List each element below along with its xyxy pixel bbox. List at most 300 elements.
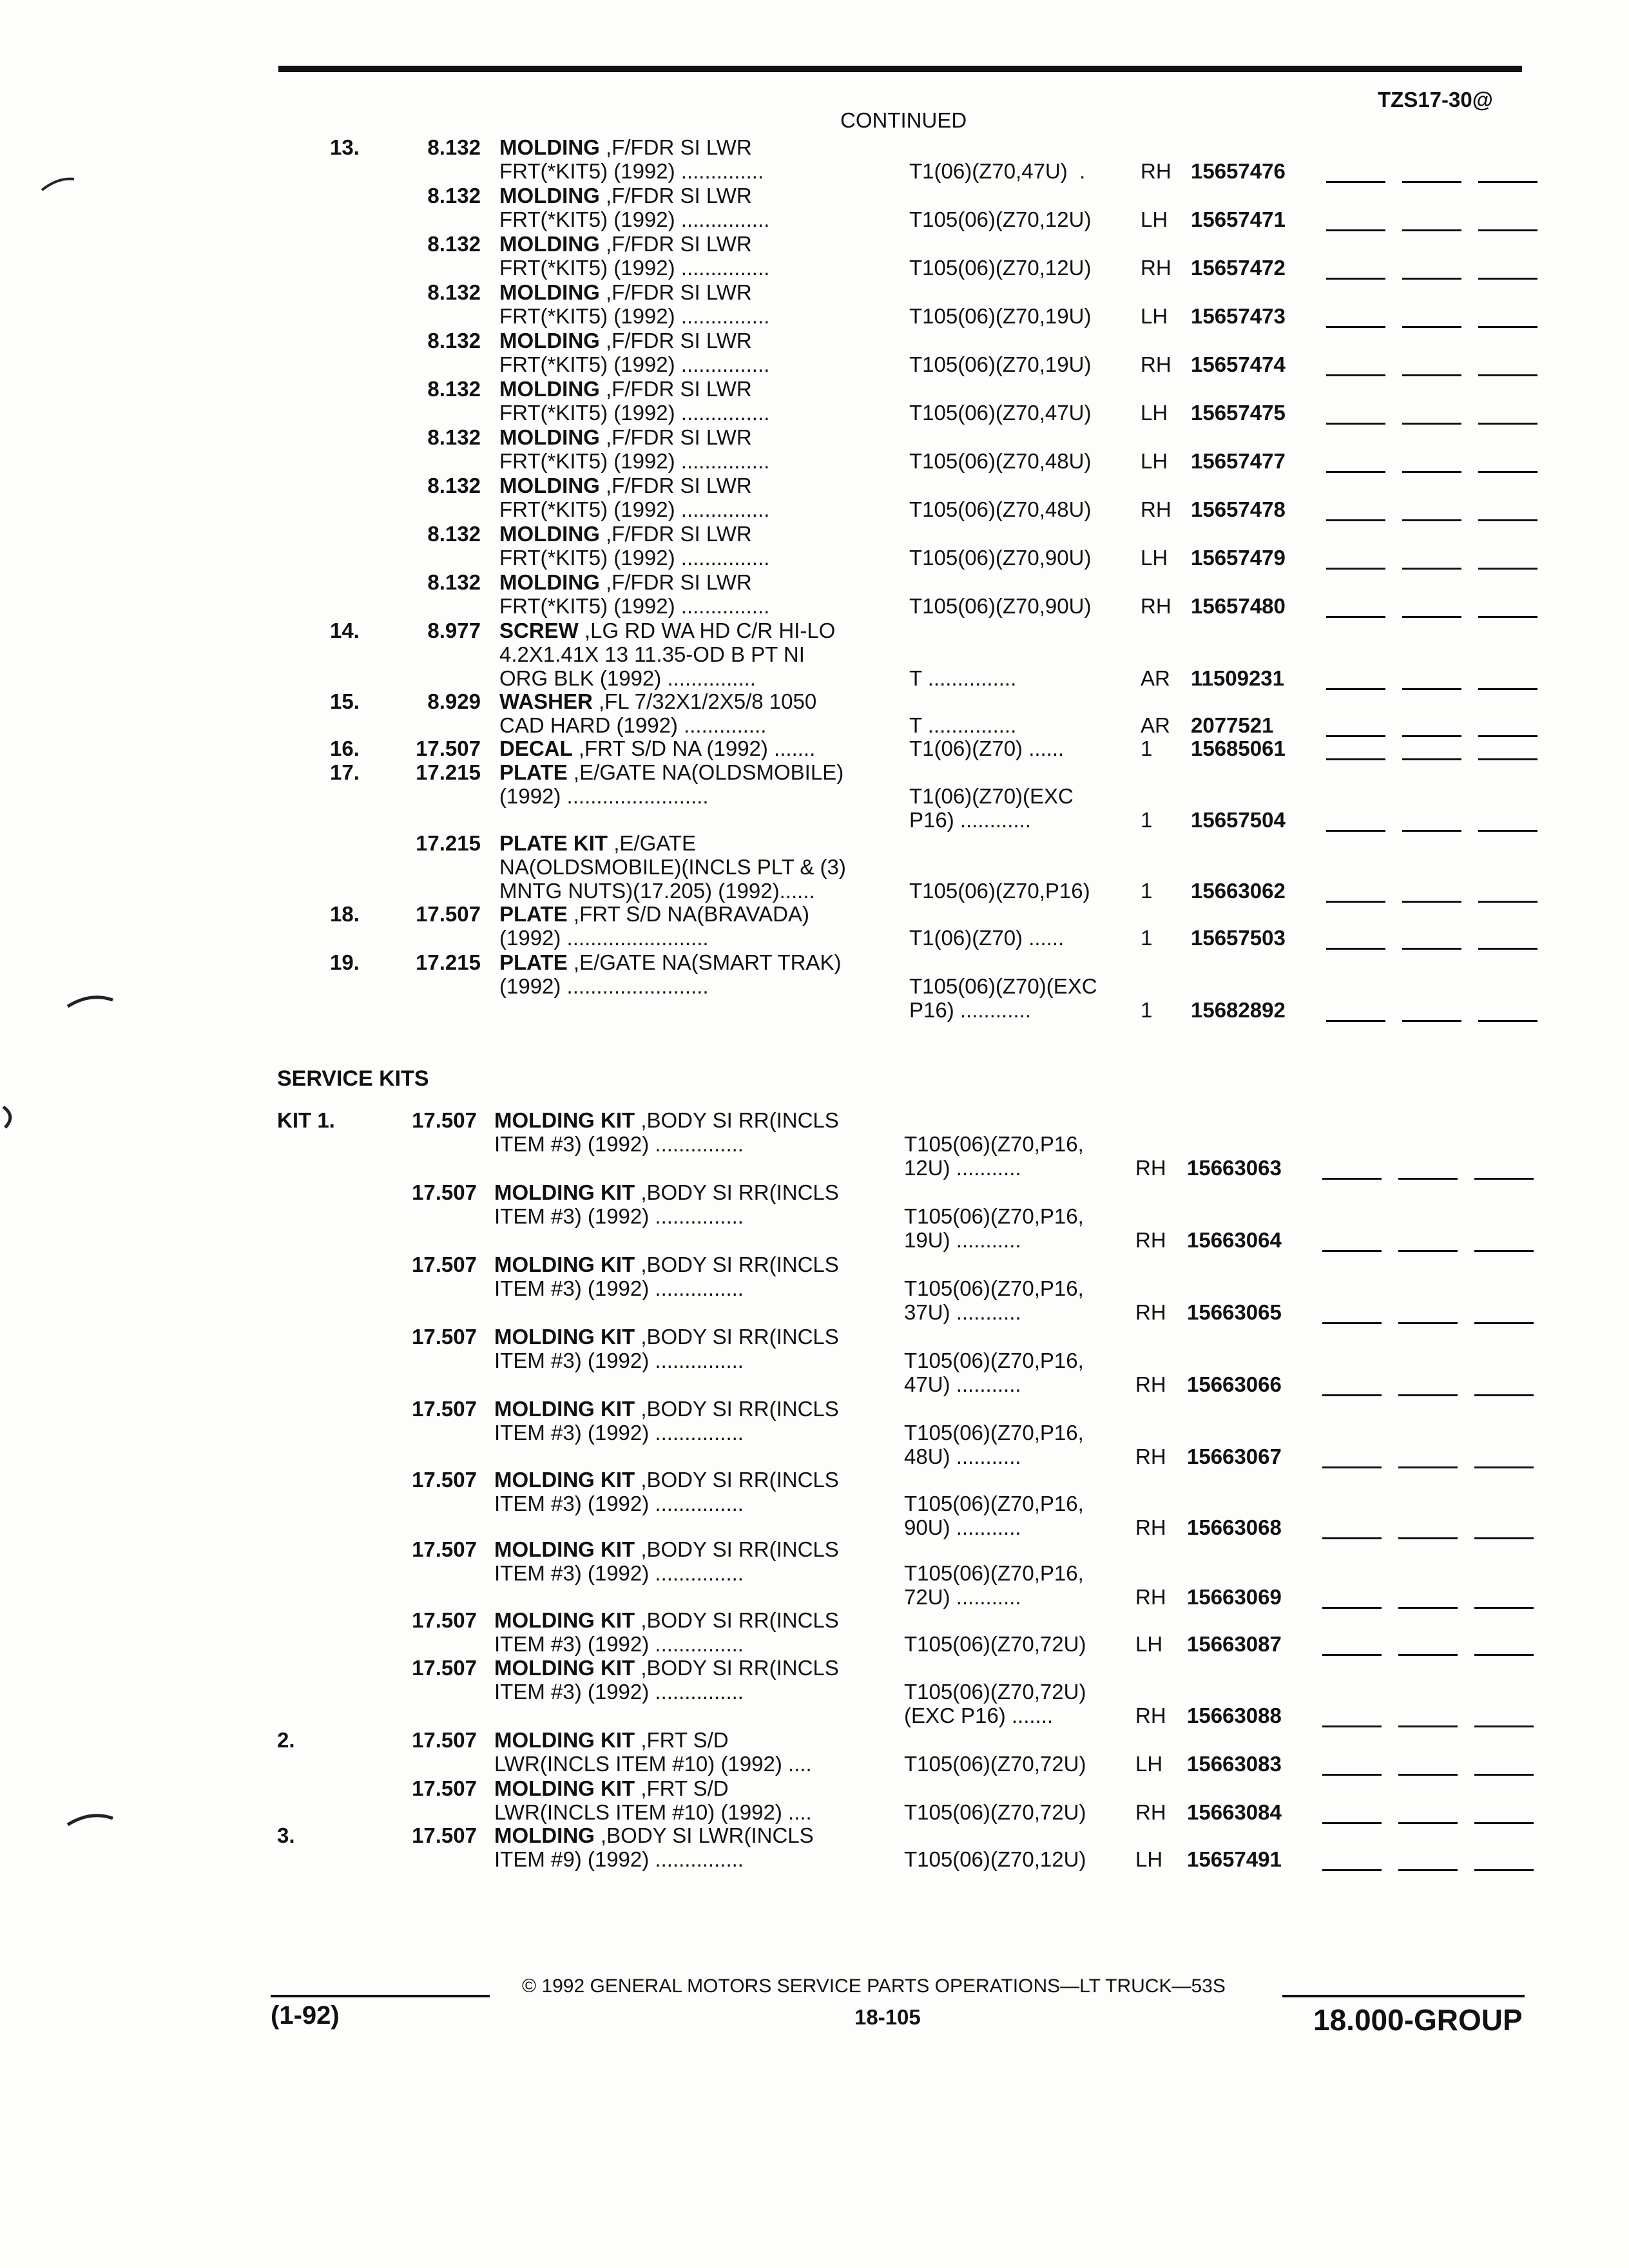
quantity: RH — [1135, 1156, 1166, 1180]
blank-line — [1398, 1537, 1458, 1539]
blank-line — [1322, 1394, 1382, 1396]
part-description-1: ,F/FDR SI LWR — [599, 570, 752, 594]
part-description-1: ,E/GATE NA(OLDSMOBILE) — [567, 760, 844, 784]
ref-number: 17.507 — [412, 1823, 477, 1847]
part-number: 15657471 — [1191, 207, 1286, 231]
blank-line — [1322, 1822, 1382, 1824]
continued-label: CONTINUED — [840, 108, 967, 132]
part-description — [494, 1776, 729, 1801]
part-description-1: ,F/FDR SI LWR — [599, 425, 752, 449]
blank-line — [1478, 1020, 1537, 1022]
blank-line — [1402, 374, 1461, 376]
part-name: MOLDING KIT — [494, 1608, 635, 1632]
part-description-2: LWR(INCLS ITEM #10) (1992) .... — [494, 1800, 812, 1824]
blank-line — [1478, 326, 1537, 328]
model-code: T105(06)(Z70,12U) — [909, 207, 1092, 231]
part-description-1: ,BODY SI RR(INCLS — [635, 1608, 839, 1632]
part-name: MOLDING KIT — [494, 1180, 635, 1204]
part-description — [499, 474, 752, 498]
ref-number: 8.132 — [427, 280, 481, 304]
blank-line — [1402, 616, 1461, 618]
part-number: 15657480 — [1191, 594, 1286, 618]
part-description-2: ITEM #3) (1992) ............... — [494, 1561, 744, 1585]
part-description-2: FRT(*KIT5) (1992) ............... — [499, 207, 770, 231]
part-description-2: ITEM #3) (1992) ............... — [494, 1276, 744, 1300]
ref-number: 17.507 — [412, 1608, 477, 1632]
quantity: RH — [1141, 497, 1171, 521]
model-code: T105(06)(Z70,48U) — [909, 497, 1092, 521]
blank-line — [1402, 830, 1461, 832]
part-name: MOLDING — [499, 232, 600, 256]
part-number: 15663066 — [1187, 1372, 1282, 1396]
blank-line — [1474, 1869, 1534, 1871]
part-description — [499, 329, 752, 353]
item-number: KIT 1. — [277, 1108, 335, 1132]
scan-mark — [39, 174, 77, 193]
ref-number: 8.132 — [427, 377, 481, 401]
quantity: RH — [1141, 594, 1171, 618]
blank-line — [1478, 688, 1537, 690]
part-description-2: ITEM #3) (1992) ............... — [494, 1204, 744, 1228]
blank-line — [1478, 616, 1537, 618]
blank-line — [1322, 1466, 1382, 1468]
blank-line — [1402, 1020, 1461, 1022]
part-name: MOLDING — [499, 329, 600, 352]
part-description-2: FRT(*KIT5) (1992) ............... — [499, 497, 770, 521]
quantity: AR — [1141, 666, 1170, 690]
part-number: 15663068 — [1187, 1515, 1282, 1539]
blank-line — [1326, 948, 1385, 950]
blank-line — [1474, 1537, 1534, 1539]
model-code: T105(06)(Z70,72U) — [904, 1800, 1086, 1824]
part-number: 15663084 — [1187, 1800, 1282, 1824]
part-description-1: ,BODY SI RR(INCLS — [635, 1180, 839, 1204]
quantity: RH — [1135, 1228, 1166, 1252]
part-name: MOLDING — [499, 522, 600, 546]
model-code: T ............... — [909, 713, 1017, 737]
item-number: 18. — [330, 902, 360, 926]
blank-line — [1402, 519, 1461, 521]
part-number: 15663062 — [1191, 879, 1286, 903]
part-number: 15657504 — [1191, 808, 1286, 832]
part-description — [494, 1823, 814, 1848]
ref-number: 17.507 — [412, 1537, 477, 1561]
blank-line — [1402, 326, 1461, 328]
blank-line — [1402, 901, 1461, 903]
part-description-2: FRT(*KIT5) (1992) ............... — [499, 401, 770, 425]
blank-line — [1322, 1250, 1382, 1252]
part-description-2: FRT(*KIT5) (1992) ............... — [499, 304, 770, 328]
model-code-2: 72U) ........... — [904, 1585, 1021, 1609]
part-description-2: CAD HARD (1992) .............. — [499, 713, 767, 737]
model-code: T1(06)(Z70) ...... — [909, 926, 1065, 950]
part-description-2: LWR(INCLS ITEM #10) (1992) .... — [494, 1752, 812, 1776]
part-description-2: ITEM #3) (1992) ............... — [494, 1349, 744, 1372]
quantity: AR — [1141, 713, 1170, 737]
part-name: MOLDING KIT — [494, 1397, 635, 1421]
part-number: 15657475 — [1191, 401, 1286, 425]
part-description — [499, 619, 835, 643]
blank-line — [1478, 519, 1537, 521]
item-number: 17. — [330, 760, 360, 784]
part-name: MOLDING — [499, 280, 600, 304]
part-description — [494, 1180, 839, 1205]
model-code-2: P16) ............ — [909, 998, 1031, 1022]
ref-number: 17.507 — [412, 1397, 477, 1421]
blank-line — [1474, 1178, 1534, 1180]
part-description — [494, 1608, 839, 1633]
ref-number: 17.507 — [416, 736, 481, 760]
quantity: RH — [1141, 256, 1171, 280]
blank-line — [1326, 423, 1385, 425]
part-name: MOLDING — [499, 570, 600, 594]
model-code: T105(06)(Z70,72U) — [904, 1680, 1086, 1704]
blank-line — [1402, 229, 1461, 231]
blank-line — [1478, 229, 1537, 231]
blank-line — [1478, 423, 1537, 425]
part-description-1: ,BODY SI RR(INCLS — [635, 1537, 839, 1561]
blank-line — [1402, 278, 1461, 280]
model-code: T105(06)(Z70,72U) — [904, 1752, 1086, 1776]
ref-number: 8.977 — [427, 619, 481, 642]
part-description — [494, 1468, 839, 1492]
ref-number: 8.132 — [427, 570, 481, 594]
blank-line — [1398, 1654, 1458, 1656]
ref-number: 8.132 — [427, 232, 481, 256]
model-code: T105(06)(Z70,P16, — [904, 1421, 1084, 1445]
quantity: LH — [1141, 401, 1168, 425]
quantity: RH — [1135, 1300, 1166, 1324]
part-description — [494, 1325, 839, 1349]
ref-number: 17.507 — [412, 1253, 477, 1276]
ref-number: 17.507 — [412, 1728, 477, 1752]
model-code: T105(06)(Z70,90U) — [909, 594, 1092, 618]
part-number: 11509231 — [1191, 666, 1285, 690]
blank-line — [1326, 616, 1385, 618]
part-number: 15657473 — [1191, 304, 1286, 328]
quantity: RH — [1135, 1372, 1166, 1396]
blank-line — [1474, 1466, 1534, 1468]
blank-line — [1398, 1322, 1458, 1324]
blank-line — [1398, 1869, 1458, 1871]
blank-line — [1322, 1178, 1382, 1180]
quantity: RH — [1135, 1515, 1166, 1539]
part-number: 15657477 — [1191, 449, 1286, 473]
part-name: MOLDING KIT — [494, 1537, 635, 1561]
blank-line — [1474, 1725, 1534, 1727]
ref-number: 17.215 — [416, 760, 481, 784]
part-description-1: ,BODY SI RR(INCLS — [635, 1108, 839, 1132]
quantity: LH — [1141, 449, 1168, 473]
part-name: MOLDING — [499, 184, 600, 207]
part-description — [499, 135, 752, 160]
quantity: LH — [1135, 1632, 1163, 1656]
model-code-2: (EXC P16) ....... — [904, 1704, 1054, 1727]
part-number: 15657503 — [1191, 926, 1286, 950]
part-description-2: FRT(*KIT5) (1992) ............... — [499, 352, 770, 376]
blank-line — [1398, 1394, 1458, 1396]
part-description-2: (1992) ........................ — [499, 926, 709, 950]
part-number: 15657472 — [1191, 256, 1286, 280]
part-number: 15663069 — [1187, 1585, 1282, 1609]
page-code: TZS17-30@ — [1378, 88, 1493, 111]
blank-line — [1326, 278, 1385, 280]
ref-number: 8.132 — [427, 135, 481, 159]
model-code: T105(06)(Z70,19U) — [909, 304, 1092, 328]
ref-number: 17.507 — [412, 1180, 477, 1204]
model-code-2: 37U) ........... — [904, 1300, 1021, 1324]
part-description-1: ,F/FDR SI LWR — [599, 135, 752, 159]
blank-line — [1474, 1250, 1534, 1252]
part-description-1: ,BODY SI LWR(INCLS — [594, 1823, 814, 1847]
model-code-2: 48U) ........... — [904, 1445, 1021, 1468]
ref-number: 17.507 — [412, 1468, 477, 1492]
part-number: 15657478 — [1191, 497, 1286, 521]
part-description-2: FRT(*KIT5) (1992) ............... — [499, 546, 770, 570]
part-description — [499, 689, 816, 714]
blank-line — [1478, 471, 1537, 473]
part-description — [499, 950, 842, 975]
part-description-1: ,E/GATE — [608, 831, 696, 855]
part-number: 15663083 — [1187, 1752, 1282, 1776]
blank-line — [1402, 471, 1461, 473]
ref-number: 8.929 — [427, 689, 481, 713]
part-name: MOLDING — [499, 425, 600, 449]
ref-number: 17.507 — [412, 1776, 477, 1800]
blank-line — [1326, 735, 1385, 737]
part-description-2: FRT(*KIT5) (1992) ............... — [499, 449, 770, 473]
part-name: PLATE — [499, 950, 568, 974]
blank-line — [1326, 568, 1385, 570]
part-description-2: NA(OLDSMOBILE)(INCLS PLT & (3) — [499, 855, 846, 879]
blank-line — [1474, 1607, 1534, 1609]
item-number: 13. — [330, 135, 360, 159]
part-description — [494, 1397, 839, 1421]
quantity: LH — [1141, 546, 1168, 570]
part-description — [499, 902, 809, 927]
part-description-1: ,BODY SI RR(INCLS — [635, 1397, 839, 1421]
top-rule — [278, 66, 1522, 72]
quantity: RH — [1135, 1585, 1166, 1609]
blank-line — [1478, 948, 1537, 950]
part-description-2: ITEM #9) (1992) ............... — [494, 1847, 744, 1871]
blank-line — [1402, 948, 1461, 950]
model-code: T105(06)(Z70,P16, — [904, 1132, 1084, 1156]
part-description — [499, 232, 752, 256]
part-description — [494, 1537, 839, 1562]
scan-mark — [64, 992, 116, 1012]
blank-line — [1326, 688, 1385, 690]
part-description — [499, 736, 815, 761]
part-description-2: FRT(*KIT5) (1992) ............... — [499, 594, 770, 618]
part-description-1: ,BODY SI RR(INCLS — [635, 1325, 839, 1349]
blank-line — [1326, 758, 1385, 760]
blank-line — [1322, 1725, 1382, 1727]
part-number: 15682892 — [1191, 998, 1286, 1022]
part-name: PLATE — [499, 760, 568, 784]
blank-line — [1326, 471, 1385, 473]
part-number: 15663065 — [1187, 1300, 1282, 1324]
blank-line — [1478, 181, 1537, 183]
model-code: T1(06)(Z70)(EXC — [909, 784, 1074, 808]
quantity: RH — [1135, 1800, 1166, 1824]
part-name: MOLDING KIT — [494, 1108, 635, 1132]
part-name: SCREW — [499, 619, 579, 642]
footer-rule-left — [271, 1995, 490, 1997]
model-code-2: 12U) ........... — [904, 1156, 1021, 1180]
blank-line — [1322, 1654, 1382, 1656]
blank-line — [1398, 1607, 1458, 1609]
part-description — [499, 831, 696, 856]
blank-line — [1322, 1607, 1382, 1609]
quantity: RH — [1135, 1445, 1166, 1468]
part-number: 15663088 — [1187, 1704, 1282, 1727]
blank-line — [1326, 1020, 1385, 1022]
part-description-2: (1992) ........................ — [499, 784, 709, 808]
blank-line — [1326, 374, 1385, 376]
part-number: 15657474 — [1191, 352, 1286, 376]
part-number: 15663087 — [1187, 1632, 1282, 1656]
part-description-1: ,F/FDR SI LWR — [599, 184, 752, 207]
part-description-1: ,F/FDR SI LWR — [599, 474, 752, 497]
part-name: MOLDING KIT — [494, 1468, 635, 1492]
part-description-2: FRT(*KIT5) (1992) .............. — [499, 159, 764, 183]
blank-line — [1398, 1725, 1458, 1727]
ref-number: 17.507 — [416, 902, 481, 926]
part-description-1: ,FRT S/D — [635, 1728, 729, 1752]
ref-number: 17.507 — [412, 1325, 477, 1349]
part-description-1: ,F/FDR SI LWR — [599, 280, 752, 304]
quantity: RH — [1141, 159, 1171, 183]
part-description — [499, 377, 752, 401]
part-description — [499, 522, 752, 546]
blank-line — [1478, 374, 1537, 376]
part-description — [499, 184, 752, 208]
part-description-1: ,FRT S/D — [635, 1776, 729, 1800]
ref-number: 17.215 — [416, 831, 481, 855]
part-number: 15657479 — [1191, 546, 1286, 570]
part-number: 15657476 — [1191, 159, 1286, 183]
ref-number: 17.215 — [416, 950, 481, 974]
model-code: T105(06)(Z70,19U) — [909, 352, 1092, 376]
part-name: MOLDING — [494, 1823, 595, 1847]
quantity: 1 — [1141, 926, 1153, 950]
model-code: T105(06)(Z70,P16, — [904, 1349, 1084, 1372]
model-code-2: P16) ............ — [909, 808, 1031, 832]
scan-mark — [64, 1811, 116, 1830]
model-code: T105(06)(Z70,P16) — [909, 879, 1090, 903]
model-code-2: 90U) ........... — [904, 1515, 1021, 1539]
ref-number: 8.132 — [427, 329, 481, 352]
part-name: MOLDING KIT — [494, 1325, 635, 1349]
model-code: T105(06)(Z70,12U) — [909, 256, 1092, 280]
blank-line — [1402, 735, 1461, 737]
part-description-1: ,E/GATE NA(SMART TRAK) — [567, 950, 842, 974]
part-name: MOLDING KIT — [494, 1776, 635, 1800]
blank-line — [1398, 1466, 1458, 1468]
part-name: MOLDING — [499, 377, 600, 401]
part-description — [499, 280, 752, 305]
model-code: T ............... — [909, 666, 1017, 690]
part-number: 15657491 — [1187, 1847, 1282, 1871]
blank-line — [1474, 1394, 1534, 1396]
part-description-1: ,F/FDR SI LWR — [599, 232, 752, 256]
model-code: T105(06)(Z70,P16, — [904, 1492, 1084, 1515]
part-number: 15663063 — [1187, 1156, 1282, 1180]
model-code: T105(06)(Z70)(EXC — [909, 974, 1097, 998]
part-name: WASHER — [499, 689, 593, 713]
part-description-1: ,BODY SI RR(INCLS — [635, 1656, 839, 1680]
part-name: MOLDING KIT — [494, 1253, 635, 1276]
model-code-2: 47U) ........... — [904, 1372, 1021, 1396]
blank-line — [1402, 688, 1461, 690]
footer-page-number: 18-105 — [854, 2005, 921, 2029]
ref-number: 17.507 — [412, 1656, 477, 1680]
part-name: PLATE — [499, 902, 568, 926]
part-name: MOLDING KIT — [494, 1656, 635, 1680]
quantity: RH — [1135, 1704, 1166, 1727]
part-description-2: ITEM #3) (1992) ............... — [494, 1632, 744, 1656]
part-name: MOLDING — [499, 474, 600, 497]
part-name: MOLDING — [499, 135, 600, 159]
part-description — [494, 1728, 729, 1753]
blank-line — [1402, 758, 1461, 760]
item-number: 16. — [330, 736, 360, 760]
part-description — [499, 425, 752, 450]
blank-line — [1478, 568, 1537, 570]
blank-line — [1326, 229, 1385, 231]
blank-line — [1474, 1774, 1534, 1776]
quantity: RH — [1141, 352, 1171, 376]
blank-line — [1474, 1822, 1534, 1824]
blank-line — [1398, 1250, 1458, 1252]
blank-line — [1326, 519, 1385, 521]
footer-rule-right — [1282, 1995, 1525, 1997]
model-code: T105(06)(Z70,P16, — [904, 1204, 1084, 1228]
part-name: PLATE KIT — [499, 831, 608, 855]
part-description-2: 4.2X1.41X 13 11.35-OD B PT NI — [499, 642, 805, 666]
blank-line — [1398, 1178, 1458, 1180]
model-code: T1(06)(Z70,47U) . — [909, 159, 1086, 183]
quantity: 1 — [1141, 808, 1153, 832]
blank-line — [1478, 735, 1537, 737]
part-description-1: ,FRT S/D NA (1992) ....... — [572, 736, 816, 760]
blank-line — [1322, 1537, 1382, 1539]
part-description-2: ITEM #3) (1992) ............... — [494, 1492, 744, 1515]
footer-date: (1-92) — [271, 2001, 340, 2030]
quantity: LH — [1135, 1847, 1163, 1871]
part-description — [499, 570, 752, 595]
blank-line — [1478, 278, 1537, 280]
blank-line — [1326, 326, 1385, 328]
part-description-3: MNTG NUTS)(17.205) (1992)...... — [499, 879, 815, 903]
part-description-2: ITEM #3) (1992) ............... — [494, 1132, 744, 1156]
item-number: 2. — [277, 1728, 295, 1752]
part-description-2: ITEM #3) (1992) ............... — [494, 1680, 744, 1704]
part-description-2: FRT(*KIT5) (1992) ............... — [499, 256, 770, 280]
quantity: 1 — [1141, 879, 1153, 903]
item-number: 19. — [330, 950, 360, 974]
model-code: T105(06)(Z70,48U) — [909, 449, 1092, 473]
part-description-3: ORG BLK (1992) ............... — [499, 666, 756, 690]
ref-number: 8.132 — [427, 474, 481, 497]
blank-line — [1474, 1322, 1534, 1324]
blank-line — [1398, 1774, 1458, 1776]
blank-line — [1474, 1654, 1534, 1656]
blank-line — [1322, 1322, 1382, 1324]
model-code: T105(06)(Z70,P16, — [904, 1561, 1084, 1585]
section-title-service-kits: SERVICE KITS — [277, 1066, 429, 1091]
